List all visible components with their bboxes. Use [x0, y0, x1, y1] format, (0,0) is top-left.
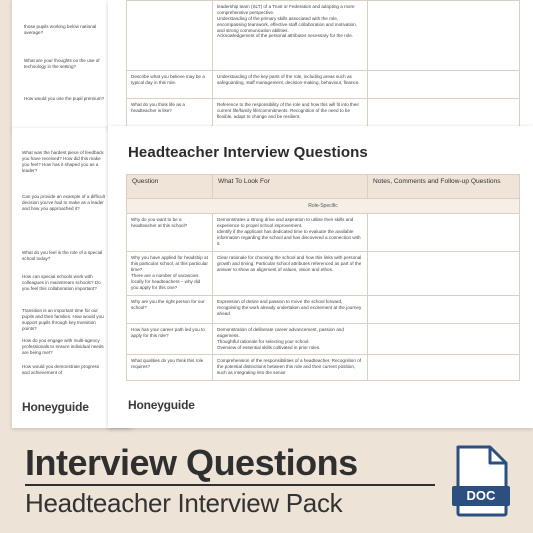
file-type-badge: DOC	[452, 486, 510, 506]
question-text: What are your thoughts on the use of technology in the setting?	[24, 58, 100, 69]
question-text: What do you feel is the role of a special school today?	[22, 250, 103, 261]
table-row	[127, 99, 520, 129]
look-for-cell: leadership team (SLT) of a Trust or Federation and adopting a more comprehensive perspective. Understanding of the primary skills associated with the role, encompassing teamwork, effective staff collaboration and motivation, and strong communication abilities. Acknowledgement of the personal attributes necessary for the role.	[213, 1, 368, 71]
look-for-cell: Reference to the responsibility of the role and how this will fit into their current life/family life/commitments. Recognition of the need to be flexible, adapt to change and be resilient.	[213, 99, 368, 129]
product-title: Interview Questions	[25, 442, 358, 483]
notes-cell	[368, 296, 520, 324]
notes-cell	[368, 354, 520, 380]
table-row	[127, 354, 520, 380]
table-row	[127, 1, 520, 71]
look-for-cell: Demonstration of deliberate career advancement, passion and eagerness. Thoughtful rationale for selecting your school. Overview of essential skills cultivated in prior roles.	[213, 324, 368, 355]
question-text: What was the hardest piece of feedback you have received? How did this make you feel? How has it shaped you as a leader?	[22, 150, 104, 173]
divider	[25, 484, 435, 486]
column-header-question: Question	[127, 175, 213, 199]
question-cell: Describe what you believe may be a typical day in this role.	[127, 71, 213, 99]
page-title: Headteacher Interview Questions	[128, 144, 368, 161]
table-header-row	[127, 175, 520, 199]
question-cell: What do you think life as a headteacher is like?	[127, 99, 213, 129]
question-text: How would you use the pupil premium?	[24, 96, 105, 101]
front-page	[108, 126, 533, 428]
question-cell	[127, 1, 213, 71]
look-for-cell: Expression of desire and passion to move the school forward, recognising the work already undertaken and excitement at the journey ahead.	[213, 296, 368, 324]
table-row	[127, 214, 520, 252]
look-for-cell: Comprehension of the responsibilities of a headteacher. Recognition of the potential distinctions between this role and their current position, such as integrating into the senior	[213, 354, 368, 380]
question-cell: Why you have applied for headship at this particular school, at this particular time? There are a number of vacancies locally for headteachers – why did you apply for this one?	[127, 252, 213, 296]
brand-logo: Honeyguide	[128, 398, 195, 412]
question-text: those pupils working below national average?	[24, 24, 97, 35]
question-text: Transition is an important time for our pupils and their families. How would you support pupils through key transition points?	[22, 308, 104, 331]
notes-cell	[368, 324, 520, 355]
look-for-cell: Clear rationale for choosing the school and how this links with personal growth and timing. Particular school attributes referenced as part of the answer to show an alignment of values, vision and ethos.	[213, 252, 368, 296]
section-row	[127, 199, 520, 214]
question-cell: How has your career path led you to apply for this role?	[127, 324, 213, 355]
column-header-notes: Notes, Comments and Follow-up Questions	[368, 175, 520, 199]
look-for-cell: Demonstrates a strong drive and aspiration to utilise their skills and experience to propel school improvement. Identify if the applicant has dedicated time to evaluate the available information regarding the school and has discovered a connection with it.	[213, 214, 368, 252]
table-row	[127, 71, 520, 99]
question-cell: Why are you the right person for our school?	[127, 296, 213, 324]
question-text: Can you provide an example of a difficult decision you've had to make as a leader and how you approached it?	[22, 194, 105, 211]
table-row	[127, 324, 520, 355]
interview-questions-table	[126, 174, 520, 381]
right-back-page	[108, 0, 533, 130]
column-header-look-for: What To Look For	[213, 175, 368, 199]
document-icon	[452, 445, 510, 517]
back-questions-table	[126, 0, 520, 129]
question-text: How can special schools work with colleagues in mainstream schools? Do you feel this collaboration important?	[22, 274, 101, 291]
question-text: How do you engage with multi-agency professionals to ensure individual needs are being met?	[22, 338, 104, 355]
question-cell: What qualities do you think this role requires?	[127, 354, 213, 380]
table-row	[127, 252, 520, 296]
table-row	[127, 296, 520, 324]
question-cell: Why do you want to be a headteacher at this school?	[127, 214, 213, 252]
brand-logo: Honeyguide	[22, 400, 89, 414]
notes-cell	[368, 214, 520, 252]
look-for-cell: Understanding of the key parts of the role, including areas such as safeguarding, staff management, decision-making, behaviour, finance.	[213, 71, 368, 99]
notes-cell	[368, 252, 520, 296]
notes-cell	[368, 1, 520, 71]
section-label: Role-Specific	[127, 199, 520, 214]
notes-cell	[368, 71, 520, 99]
product-subtitle: Headteacher Interview Pack	[25, 488, 343, 518]
notes-cell	[368, 99, 520, 129]
question-text: How would you demonstrate progress and achievement of	[22, 364, 100, 375]
